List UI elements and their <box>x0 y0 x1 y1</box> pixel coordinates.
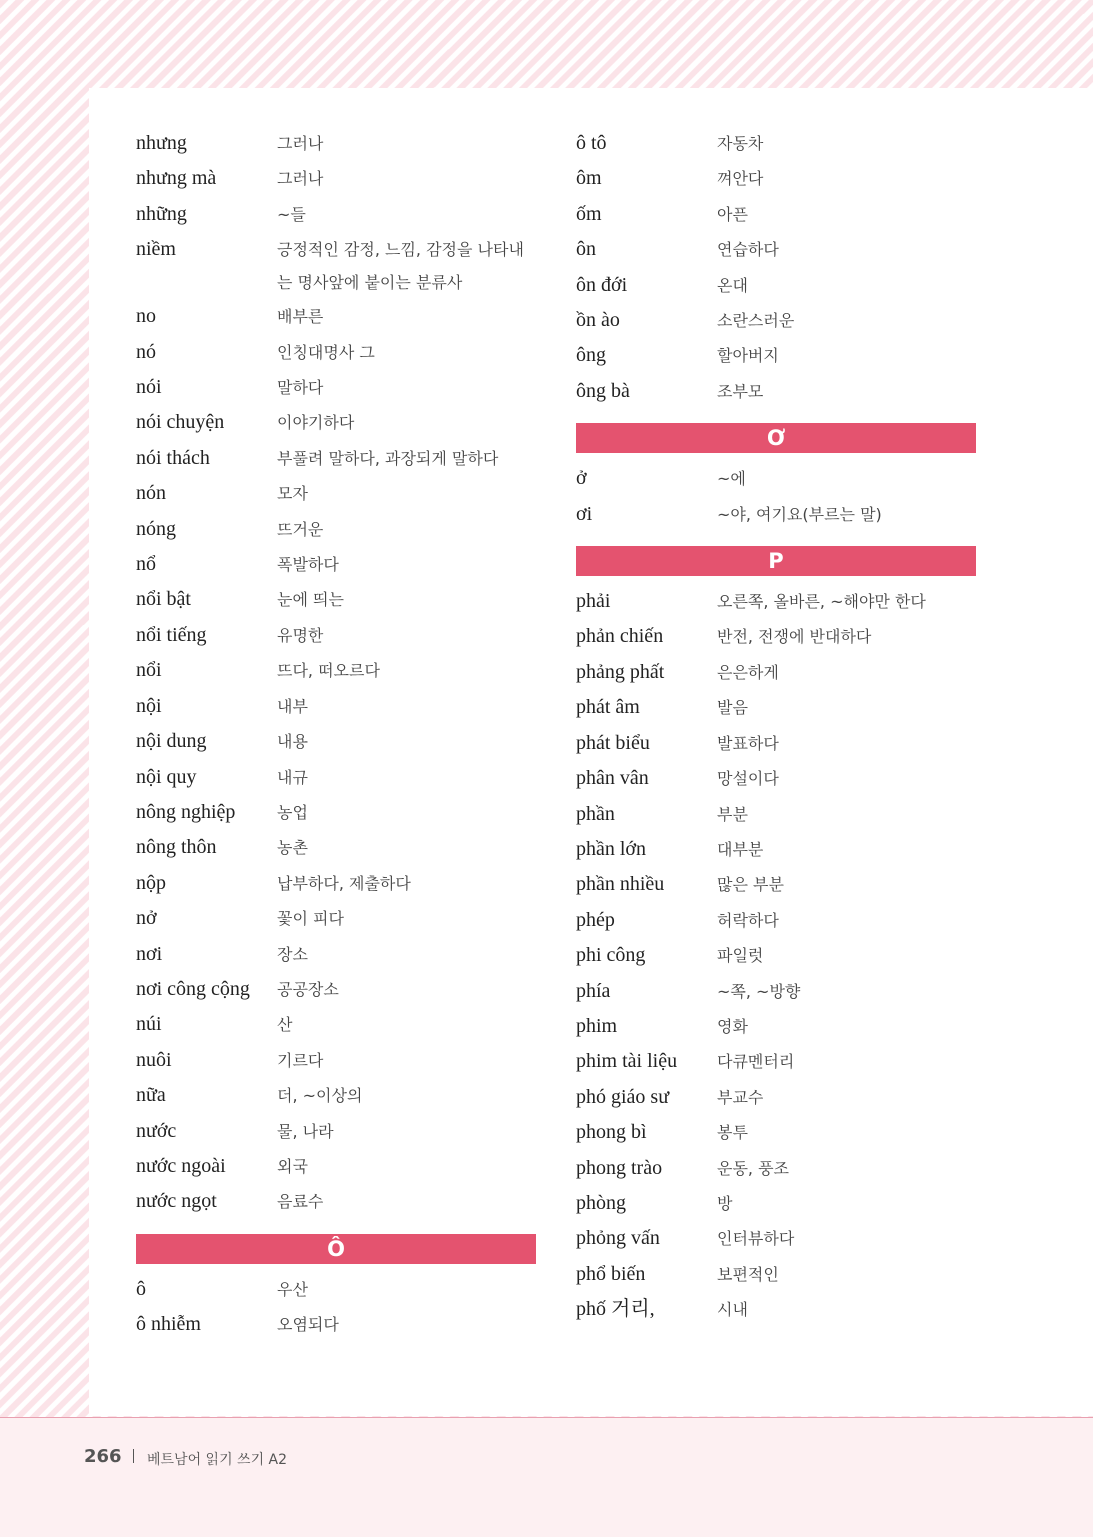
korean-meaning: 반전, 전쟁에 반대하다 <box>717 627 872 647</box>
korean-meaning: 긍정적인 감정, 느낌, 감정을 나타내는 명사앞에 붙이는 분류사 <box>277 240 524 293</box>
vietnamese-word: nhưng <box>136 132 187 154</box>
korean-meaning: ~에 <box>717 469 746 489</box>
vietnamese-word: ôn <box>576 238 596 261</box>
vocab-entry <box>576 1115 976 1150</box>
vocab-entry <box>576 726 976 761</box>
korean-meaning: 그러나 <box>277 169 324 189</box>
vietnamese-word: phân vân <box>576 767 649 790</box>
vocab-entry <box>136 1149 536 1184</box>
vietnamese-word: phong trào <box>576 1156 663 1179</box>
korean-meaning: 발표하다 <box>717 733 779 753</box>
vietnamese-word: phần lớn <box>576 837 647 860</box>
vocab-entry <box>136 232 536 299</box>
vocab-entry <box>136 441 536 476</box>
korean-meaning: 뜨거운 <box>277 519 324 539</box>
vietnamese-word: phổ biến <box>576 1262 646 1285</box>
vocab-entry <box>136 1272 536 1307</box>
korean-meaning: 발음 <box>717 698 748 718</box>
korean-meaning: 많은 부분 <box>717 875 784 895</box>
vietnamese-word: ông bà <box>576 379 630 402</box>
vocab-entry <box>136 476 536 511</box>
korean-meaning: 유명한 <box>277 625 324 645</box>
vocab-entry <box>136 866 536 901</box>
korean-meaning: 그러나 <box>277 134 324 153</box>
vietnamese-word: nổi bật <box>136 588 191 611</box>
korean-meaning: 내용 <box>277 732 308 752</box>
korean-meaning: 연습하다 <box>717 240 779 260</box>
vietnamese-word: phải <box>576 590 611 613</box>
vocab-entry <box>136 1043 536 1078</box>
korean-meaning: 보편적인 <box>717 1264 779 1284</box>
korean-meaning: 기르다 <box>277 1050 324 1070</box>
vocab-entry <box>136 618 536 653</box>
vietnamese-word: nón <box>136 482 166 505</box>
vietnamese-word: no <box>136 305 156 328</box>
vocab-entry <box>576 338 976 373</box>
vocab-entry <box>136 937 536 972</box>
korean-meaning: 망설이다 <box>717 769 779 789</box>
vietnamese-word: phảng phất <box>576 660 665 683</box>
vietnamese-word: nơi công cộng <box>136 977 250 1000</box>
korean-meaning: 물, 나라 <box>277 1121 334 1141</box>
vocab-entry <box>136 689 536 724</box>
vietnamese-word: ở <box>576 467 587 490</box>
vocab-entry <box>136 405 536 440</box>
korean-meaning: 장소 <box>277 944 308 964</box>
vietnamese-word: phó giáo sư <box>576 1085 670 1108</box>
korean-meaning: 허락하다 <box>717 910 779 930</box>
korean-meaning: ~야, 여기요(부르는 말) <box>717 504 882 524</box>
vietnamese-word: ô tô <box>576 132 607 154</box>
entries-o-circ <box>136 1272 536 1343</box>
korean-meaning: 대부분 <box>717 839 764 859</box>
vocab-entry <box>136 1007 536 1042</box>
vocab-entry <box>576 374 976 409</box>
vietnamese-word: nổi <box>136 659 162 682</box>
korean-meaning: 배부른 <box>277 307 324 327</box>
vocab-entry <box>136 547 536 582</box>
vocab-entry <box>576 268 976 303</box>
section-header-o-horn: Ơ <box>576 423 976 453</box>
vietnamese-word: phía <box>576 979 611 1002</box>
korean-meaning: ~쪽, ~방향 <box>717 981 801 1001</box>
korean-meaning: 납부하다, 제출하다 <box>277 873 411 893</box>
vocab-entry <box>576 1151 976 1186</box>
vietnamese-word: ôn đới <box>576 273 628 296</box>
korean-meaning: 뜨다, 떠오르다 <box>277 661 380 681</box>
vietnamese-word: phỏng vấn <box>576 1227 660 1250</box>
vietnamese-word: nóng <box>136 517 176 540</box>
korean-meaning: 부분 <box>717 804 748 824</box>
vocab-entry <box>576 1292 976 1327</box>
korean-meaning: 할아버지 <box>717 346 779 366</box>
vietnamese-word: nước ngoài <box>136 1154 226 1177</box>
vocab-entry <box>136 653 536 688</box>
vietnamese-word: nói <box>136 376 162 399</box>
vietnamese-word: ô <box>136 1277 146 1300</box>
vietnamese-word: nuôi <box>136 1048 172 1071</box>
vietnamese-word: phố 거리, <box>576 1298 655 1321</box>
vocab-entry <box>136 795 536 830</box>
vietnamese-word: phong bì <box>576 1121 647 1144</box>
vocab-entry <box>576 974 976 1009</box>
vocab-entry <box>136 370 536 405</box>
korean-meaning: 꽃이 피다 <box>277 909 344 929</box>
vocab-entry <box>576 903 976 938</box>
korean-meaning: 산 <box>277 1015 293 1035</box>
vocab-entry <box>136 335 536 370</box>
vocab-entry <box>136 197 536 232</box>
vocab-entry <box>576 161 976 196</box>
korean-meaning: 내부 <box>277 696 308 716</box>
korean-meaning: 소란스러운 <box>717 311 795 331</box>
korean-meaning: 조부모 <box>717 381 764 401</box>
book-title: 베트남어 읽기 쓰기 A2 <box>147 1452 288 1468</box>
vietnamese-word: ốm <box>576 202 602 225</box>
vietnamese-word: ông <box>576 344 606 367</box>
korean-meaning: 다큐멘터리 <box>717 1052 795 1072</box>
vietnamese-word: phòng <box>576 1191 626 1214</box>
vietnamese-word: nông thôn <box>136 836 217 859</box>
vietnamese-word: niềm <box>136 238 176 261</box>
korean-meaning: 운동, 풍조 <box>717 1158 789 1178</box>
section-header-p: P <box>576 546 976 576</box>
vocab-entry <box>576 197 976 232</box>
korean-meaning: 폭발하다 <box>277 555 339 575</box>
vietnamese-word: núi <box>136 1013 162 1036</box>
korean-meaning: 우산 <box>277 1279 308 1299</box>
vocab-entry <box>576 690 976 725</box>
korean-meaning: 오염되다 <box>277 1315 339 1335</box>
vocab-entry <box>576 1257 976 1292</box>
entries-p <box>576 584 976 1328</box>
vocab-entry <box>136 299 536 334</box>
vietnamese-word: nước ngọt <box>136 1190 217 1213</box>
vocab-entry <box>576 832 976 867</box>
vocab-entry <box>576 497 976 532</box>
entries-o-circ-cont <box>576 126 976 409</box>
vietnamese-word: nữa <box>136 1084 166 1107</box>
korean-meaning: ~들 <box>277 204 306 224</box>
vocab-entry <box>136 1114 536 1149</box>
korean-meaning: 더, ~이상의 <box>277 1086 363 1106</box>
korean-meaning: 자동차 <box>717 134 764 153</box>
vietnamese-word: phát biểu <box>576 731 650 754</box>
korean-meaning: 은은하게 <box>717 662 779 682</box>
korean-meaning: 시내 <box>717 1300 748 1320</box>
korean-meaning: 농촌 <box>277 838 308 858</box>
vocab-entry <box>136 1078 536 1113</box>
vietnamese-word: những <box>136 202 187 225</box>
vocab-entry <box>136 512 536 547</box>
korean-meaning: 외국 <box>277 1156 308 1176</box>
vietnamese-word: ôm <box>576 167 602 190</box>
korean-meaning: 내규 <box>277 767 308 787</box>
vietnamese-word: ồn ào <box>576 309 620 332</box>
vocab-entry <box>576 797 976 832</box>
vietnamese-word: phi công <box>576 944 646 967</box>
vocab-entry <box>576 1080 976 1115</box>
vocab-entry <box>136 582 536 617</box>
entries-o-horn <box>576 461 976 532</box>
vietnamese-word: nở <box>136 907 157 930</box>
vietnamese-word: phản chiến <box>576 625 664 648</box>
vocab-entry <box>576 938 976 973</box>
vietnamese-word: phát âm <box>576 696 640 719</box>
vietnamese-word: nội <box>136 694 162 717</box>
vietnamese-word: nói chuyện <box>136 411 225 434</box>
section-header-o-circ: Ô <box>136 1234 536 1264</box>
korean-meaning: 오른쪽, 올바른, ~해야만 한다 <box>717 592 926 612</box>
korean-meaning: 이야기하다 <box>277 413 355 433</box>
korean-meaning: 온대 <box>717 275 748 295</box>
vietnamese-word: nổi tiếng <box>136 623 207 646</box>
vietnamese-word: ô nhiễm <box>136 1313 201 1336</box>
vocab-entry <box>136 126 536 161</box>
korean-meaning: 농업 <box>277 802 308 822</box>
vietnamese-word: nó <box>136 340 156 363</box>
vocab-entry <box>576 761 976 796</box>
vocab-entry <box>136 724 536 759</box>
vietnamese-word: nói thách <box>136 446 210 469</box>
footer <box>0 1417 1093 1537</box>
vietnamese-word: nổ <box>136 553 156 576</box>
vietnamese-word: phần nhiều <box>576 873 665 896</box>
vocab-entry <box>136 1184 536 1219</box>
vocab-entry <box>136 972 536 1007</box>
vietnamese-word: nội dung <box>136 730 207 753</box>
korean-meaning: 인터뷰하다 <box>717 1229 795 1249</box>
vocab-entry <box>576 126 976 161</box>
korean-meaning: 모자 <box>277 484 308 504</box>
korean-meaning: 눈에 띄는 <box>277 590 344 610</box>
vocab-entry <box>576 1221 976 1256</box>
vocab-entry <box>576 867 976 902</box>
korean-meaning: 음료수 <box>277 1192 324 1212</box>
korean-meaning: 부풀려 말하다, 과장되게 말하다 <box>277 448 499 468</box>
korean-meaning: 아픈 <box>717 204 748 224</box>
vietnamese-word: phép <box>576 908 615 931</box>
korean-meaning: 영화 <box>717 1016 748 1036</box>
korean-meaning: 인칭대명사 그 <box>277 342 375 362</box>
korean-meaning: 말하다 <box>277 378 324 398</box>
vocab-entry <box>576 619 976 654</box>
korean-meaning: 공공장소 <box>277 979 339 999</box>
vietnamese-word: nước <box>136 1119 177 1142</box>
vocab-entry <box>576 584 976 619</box>
korean-meaning: 껴안다 <box>717 169 764 189</box>
vocab-entry <box>136 1307 536 1342</box>
vietnamese-word: nội quy <box>136 765 197 788</box>
footer-divider <box>133 1449 134 1463</box>
vietnamese-word: nông nghiệp <box>136 800 236 823</box>
vietnamese-word: nhưng mà <box>136 167 217 190</box>
vocab-entry <box>576 1009 976 1044</box>
right-column <box>576 126 976 1328</box>
vocab-entry <box>136 161 536 196</box>
korean-meaning: 파일럿 <box>717 946 764 966</box>
vocab-entry <box>136 760 536 795</box>
vietnamese-word: phần <box>576 802 615 825</box>
vietnamese-word: nơi <box>136 942 163 965</box>
korean-meaning: 부교수 <box>717 1087 764 1107</box>
korean-meaning: 방 <box>717 1193 733 1213</box>
vocab-entry <box>576 655 976 690</box>
vocab-entry <box>576 303 976 338</box>
korean-meaning: 봉투 <box>717 1123 748 1143</box>
vocab-entry <box>576 232 976 267</box>
vietnamese-word: phim tài liệu <box>576 1050 678 1073</box>
left-column <box>136 126 536 1343</box>
vocab-entry <box>136 901 536 936</box>
vocab-entry <box>136 830 536 865</box>
vocab-entry <box>576 461 976 496</box>
vocab-entry <box>576 1044 976 1079</box>
entries-n <box>136 126 536 1220</box>
vietnamese-word: phim <box>576 1014 618 1037</box>
page-number: 266 <box>84 1446 122 1467</box>
vietnamese-word: ơi <box>576 502 593 525</box>
vocab-entry <box>576 1186 976 1221</box>
vietnamese-word: nộp <box>136 871 166 894</box>
